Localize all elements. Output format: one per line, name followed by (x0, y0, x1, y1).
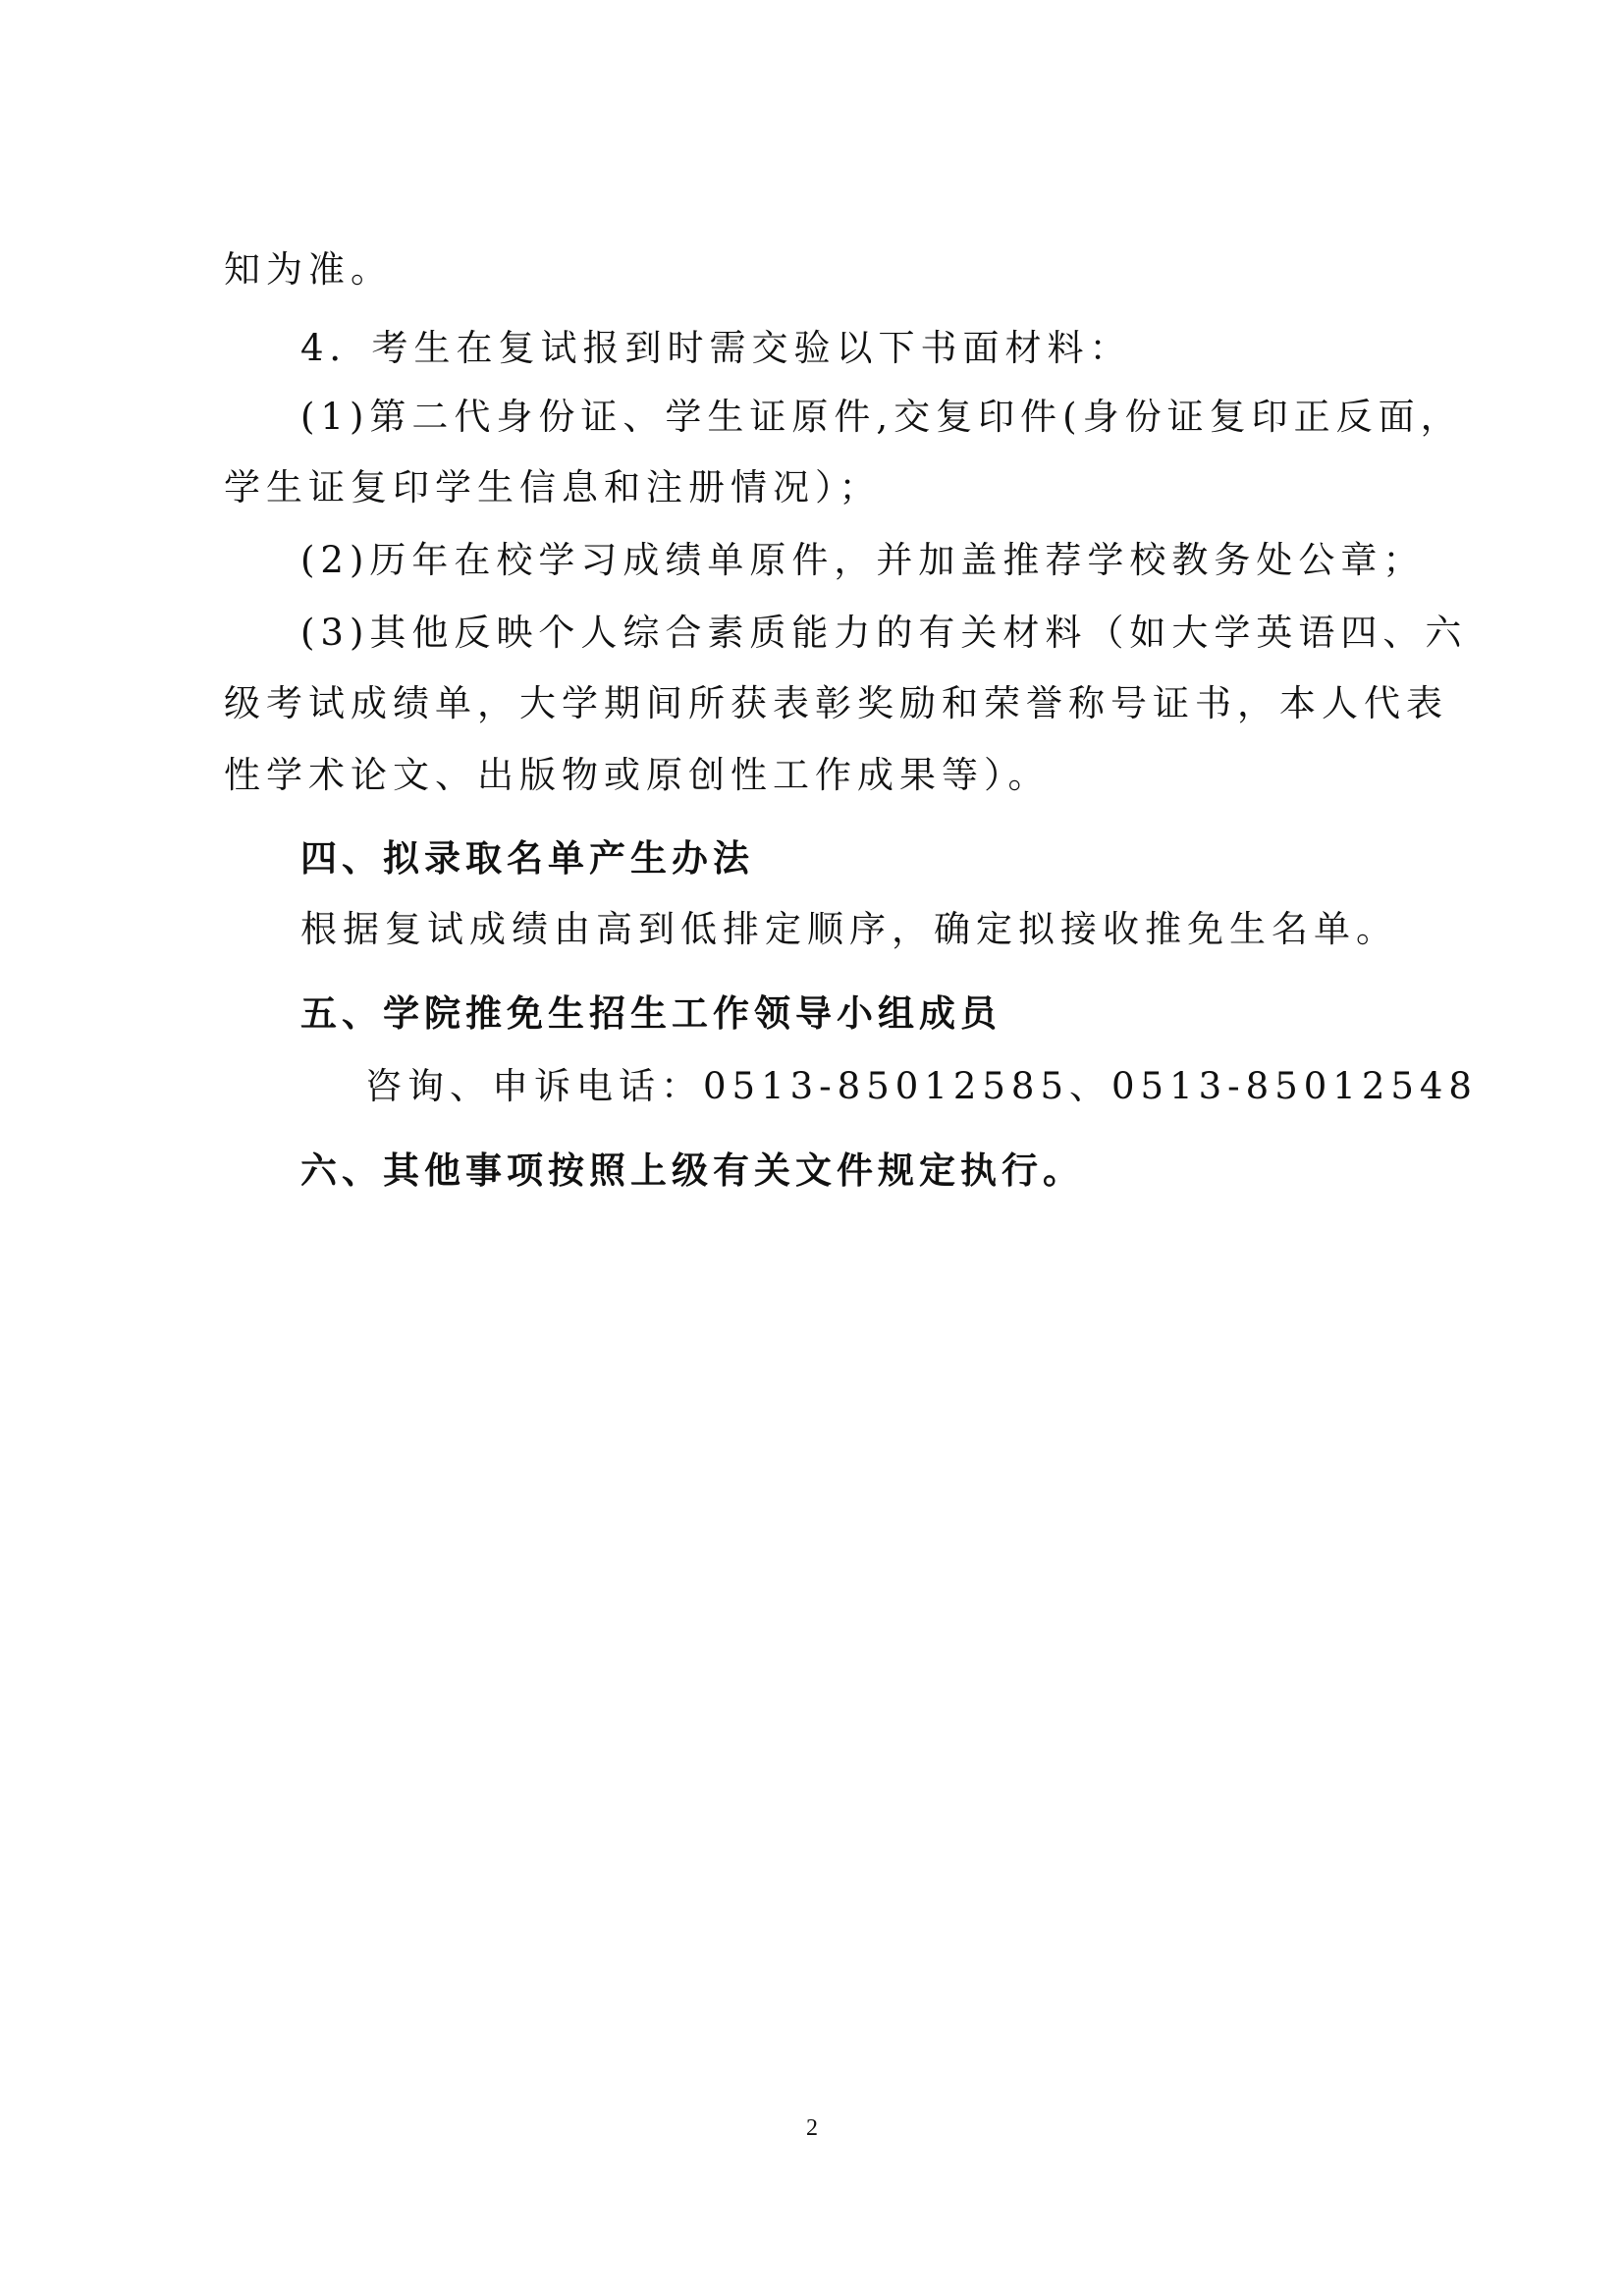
section-heading-5: 五、学院推免生招生工作领导小组成员 (300, 992, 1001, 1035)
paragraph-line: 知为准。 (224, 248, 393, 291)
section-4-body: 根据复试成绩由高到低排定顺序，确定拟接收推免生名单。 (300, 908, 1398, 950)
list-subitem-2: (2)历年在校学习成绩单原件，并加盖推荐学校教务处公章； (300, 539, 1426, 581)
page-number: 2 (806, 2115, 818, 2141)
contact-phone-line: 咨询、申诉电话：0513-85012585、0513-85012548 (365, 1065, 1478, 1107)
list-subitem-1: (1)第二代身份证、学生证原件,交复印件(身份证复印正反面， (300, 396, 1463, 438)
section-heading-6: 六、其他事项按照上级有关文件规定执行。 (300, 1149, 1084, 1192)
list-item-4: 4．考生在复试报到时需交验以下书面材料： (300, 327, 1132, 369)
list-subitem-1-continued: 学生证复印学生信息和注册情况）； (224, 466, 882, 508)
section-heading-4: 四、拟录取名单产生办法 (300, 837, 754, 880)
list-subitem-3-continued: 性学术论文、出版物或原创性工作成果等）。 (224, 754, 1051, 796)
list-subitem-3: (3)其他反映个人综合素质能力的有关材料（如大学英语四、六 (300, 612, 1468, 654)
list-subitem-3-continued: 级考试成绩单，大学期间所获表彰奖励和荣誉称号证书，本人代表 (224, 682, 1448, 724)
